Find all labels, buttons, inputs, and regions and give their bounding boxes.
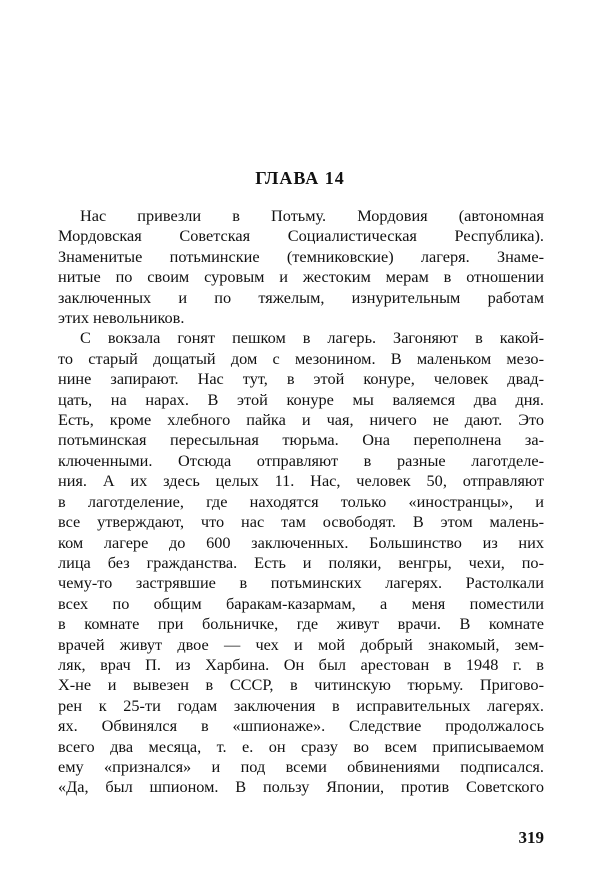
text-line: в лаготделение, где находятся только «иностранцы», и	[58, 491, 544, 511]
text-line: рен к 25-ти годам заключения в исправительных лагерях.	[58, 695, 544, 715]
text-line: нитые по своим суровым и жестоким мерам в отношении	[58, 267, 544, 287]
text-line: ключенными. Отсюда отправляют в разные лаготделе-	[58, 450, 544, 470]
text-line: Х-не и вывезен в СССР, в читинскую тюрьму. Пригово-	[58, 675, 544, 695]
text-line: то старый дощатый дом с мезонином. В маленьком мезо-	[58, 348, 544, 368]
text-line: цать, на нарах. В этой конуре мы валяемся два дня.	[58, 389, 544, 409]
text-line: ях. Обвинялся в «шпионаже». Следствие продолжалось	[58, 716, 544, 736]
text-line: этих невольников.	[58, 308, 185, 328]
text-line: всего два месяца, т. е. он сразу во всем приписываемом	[58, 736, 544, 756]
text-line: все утверждают, что нас там освободят. В этом малень-	[58, 512, 544, 532]
text-line: чему-то застрявшие в потьминских лагерях. Растолкали	[58, 573, 544, 593]
text-line: Мордовская Советская Социалистическая Республика).	[58, 226, 544, 246]
text-line: Знаменитые потьминские (темниковские) лагеря. Знаме-	[58, 246, 544, 266]
body-text	[58, 206, 544, 798]
text-line: нине запирают. Нас тут, в этой конуре, человек двад-	[58, 369, 544, 389]
text-line: ляк, врач П. из Харбина. Он был арестован в 1948 г. в	[58, 654, 544, 674]
text-line: лица без гражданства. Есть и поляки, венгры, чехи, по-	[58, 552, 544, 572]
text-line: врачей живут двое — чех и мой добрый знакомый, зем-	[58, 634, 544, 654]
text-line: С вокзала гонят пешком в лагерь. Загоняют в какой-	[80, 328, 544, 348]
text-line: потьминская пересыльная тюрьма. Она переполнена за-	[58, 430, 544, 450]
text-line: в комнате при больничке, где живут врачи. В комнате	[58, 614, 544, 634]
page-number: 319	[518, 828, 544, 847]
text-line: ему «признался» и под всеми обвинениями подписался.	[58, 756, 544, 776]
text-line: ком лагере до 600 заключенных. Большинство из них	[58, 532, 544, 552]
chapter-title: ГЛАВА 14	[255, 168, 345, 188]
text-line: всех по общим баракам-казармам, а меня поместили	[58, 593, 544, 613]
text-line: Есть, кроме хлебного пайка и чая, ничего не дают. Это	[58, 410, 544, 430]
text-line: ния. А их здесь целых 11. Нас, человек 50, отправляют	[58, 471, 544, 491]
text-line: Нас привезли в Потьму. Мордовия (автономная	[80, 206, 544, 225]
text-line: «Да, был шпионом. В пользу Японии, против Советского	[58, 777, 544, 797]
text-line: заключенных и по тяжелым, изнурительным работам	[58, 287, 544, 307]
